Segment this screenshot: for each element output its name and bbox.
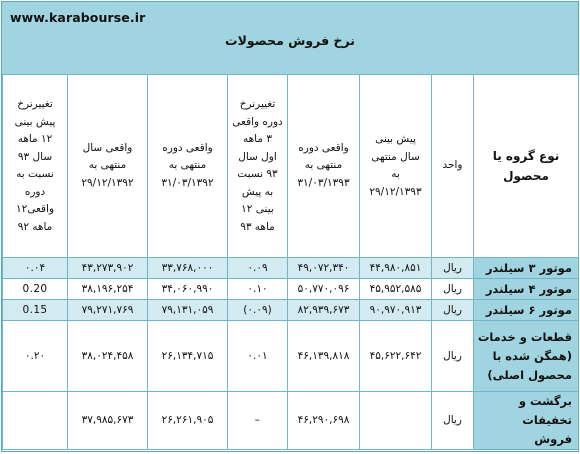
table-row [3, 321, 579, 392]
row-actual-year-92: ۳۷,۹۸۵,۶۷۳ [68, 392, 148, 450]
row-change-forecast: ۰.۲۰ [3, 321, 68, 392]
row-unit: ریال [432, 321, 474, 392]
row-actual-period-93: ۴۶,۲۹۰,۶۹۸ [288, 392, 360, 450]
row-unit: ریال [432, 279, 474, 300]
table-row [3, 258, 579, 279]
row-change-q1: – [228, 392, 288, 450]
header-actual-period-92: واقعی دوره منتهی به ۳۱/۰۳/۱۳۹۲ [148, 75, 228, 258]
row-actual-year-92: ۳۸,۰۲۴,۴۵۸ [68, 321, 148, 392]
row-actual-year-92: ۴۳,۲۷۳,۹۰۲ [68, 258, 148, 279]
row-actual-period-92: ۳۳,۷۶۸,۰۰۰ [148, 258, 228, 279]
header-row [3, 75, 579, 258]
row-change-q1: ۰.۰۱ [228, 321, 288, 392]
row-forecast: ۴۵,۶۲۲,۶۴۲ [360, 321, 432, 392]
header-unit: واحد [432, 75, 474, 258]
row-forecast: ۴۴,۹۸۰,۸۵۱ [360, 258, 432, 279]
row-change-q1: (۰.۰۹) [228, 300, 288, 321]
header-actual-period-93: واقعی دوره منتهی به ۳۱/۰۳/۱۳۹۳ [288, 75, 360, 258]
row-name: موتور ۶ سیلندر [474, 300, 579, 321]
row-forecast [360, 392, 432, 450]
table-row [3, 392, 579, 450]
row-change-q1: ۰.۱۰ [228, 279, 288, 300]
row-name: برگشت و تخفیفات فروش [474, 392, 579, 450]
row-actual-year-92: ۳۸,۱۹۶,۲۵۴ [68, 279, 148, 300]
report-frame [1, 1, 579, 452]
row-name: موتور ۴ سیلندر [474, 279, 579, 300]
row-change-forecast: 0.20 [3, 279, 68, 300]
table-row [3, 300, 579, 321]
row-unit: ریال [432, 300, 474, 321]
row-forecast: ۹۰,۹۷۰,۹۱۳ [360, 300, 432, 321]
row-forecast: ۴۵,۹۵۲,۵۸۵ [360, 279, 432, 300]
row-actual-year-92: ۷۹,۲۷۱,۷۶۹ [68, 300, 148, 321]
header-group: نوع گروه یا محصول [474, 75, 579, 258]
row-actual-period-93: ۵۰,۷۷۰,۰۹۶ [288, 279, 360, 300]
table-row [3, 279, 579, 300]
header-change-forecast: تغییرنرخ پیش بینی ۱۲ ماهه سال ۹۳ نسبت به دوره واقعی۱۲ ماهه ۹۲ [3, 75, 68, 258]
row-unit: ریال [432, 392, 474, 450]
row-actual-period-92: ۳۴,۰۶۰,۹۹۰ [148, 279, 228, 300]
row-actual-period-93: ۴۶,۱۳۹,۸۱۸ [288, 321, 360, 392]
row-change-forecast: ۰.۰۴ [3, 258, 68, 279]
site-url[interactable]: www.karabourse.ir [10, 10, 146, 25]
table-title: نرخ فروش محصولات [225, 33, 355, 48]
header-forecast: پیش بینی سال منتهی به ۲۹/۱۲/۱۳۹۳ [360, 75, 432, 258]
row-actual-period-93: ۸۲,۹۳۹,۶۷۳ [288, 300, 360, 321]
row-unit: ریال [432, 258, 474, 279]
row-actual-period-93: ۴۹,۰۷۲,۳۴۰ [288, 258, 360, 279]
header-actual-year-92: واقعی سال منتهی به ۲۹/۱۲/۱۳۹۲ [68, 75, 148, 258]
row-actual-period-92: ۲۶,۲۶۱,۹۰۵ [148, 392, 228, 450]
header-change-q1: تغییرنرخ دوره واقعی ۳ ماهه اول سال ۹۳ نسبت به پیش بینی ۱۲ ماهه ۹۳ [228, 75, 288, 258]
row-change-forecast [3, 392, 68, 450]
row-name: موتور ۳ سیلندر [474, 258, 579, 279]
row-actual-period-92: ۲۶,۱۳۴,۷۱۵ [148, 321, 228, 392]
row-name: قطعات و خدمات (همگن شده با محصول اصلی) [474, 321, 579, 392]
header-band [2, 2, 578, 75]
row-actual-period-92: ۷۹,۱۳۱,۰۵۹ [148, 300, 228, 321]
row-change-q1: ۰.۰۹ [228, 258, 288, 279]
row-change-forecast: 0.15 [3, 300, 68, 321]
sales-rate-table [2, 74, 579, 450]
